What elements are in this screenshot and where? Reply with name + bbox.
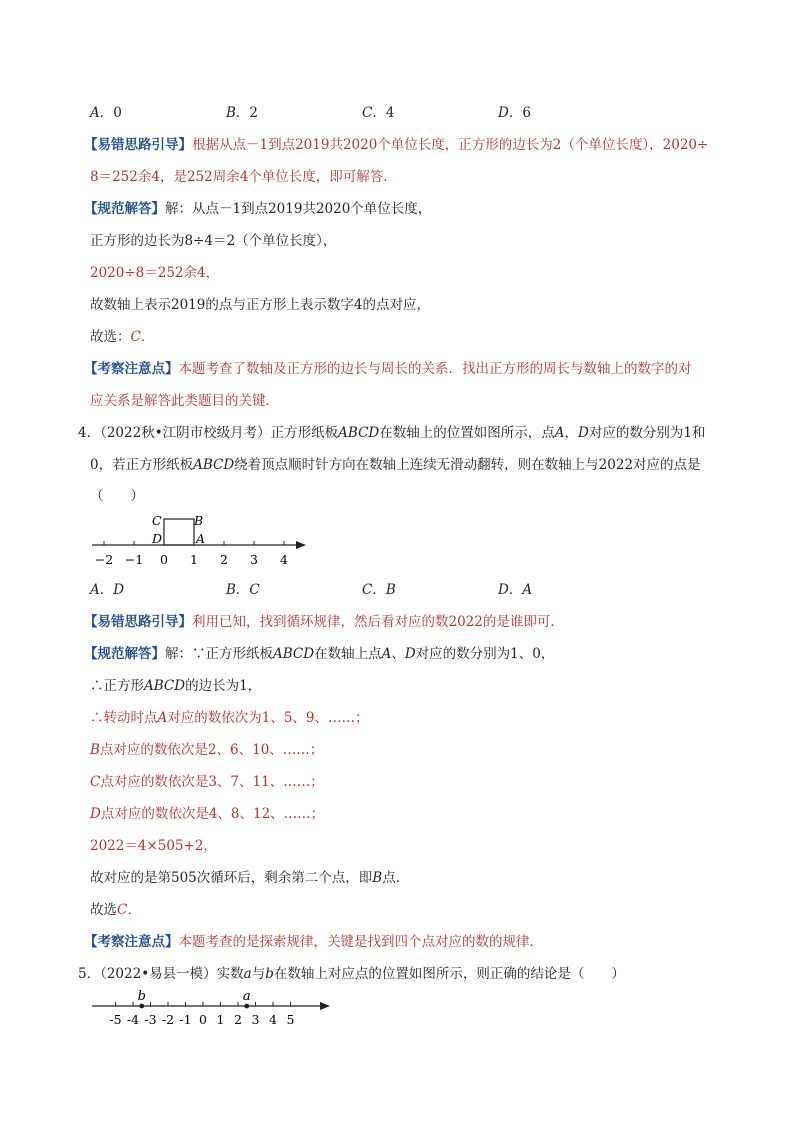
q3-hint [84,135,708,155]
q4-solution-line7: 2022＝4×505+2， [90,838,217,854]
tick-label: -4 [126,1012,140,1027]
answer-prefix: 故选 [90,902,117,918]
q4-hint [84,612,564,632]
tick-label: -1 [179,1012,192,1027]
q4-option-c: C．B [362,582,396,598]
math-letter: C [90,774,101,790]
q4-solution-line4: B点对应的数依次是2、6、10、……； [90,742,324,758]
math-letter: B [385,582,396,598]
math-letter: C [249,582,260,598]
math-letter: C [362,105,373,121]
math-letter: A [90,582,100,598]
q3-answer [90,327,154,347]
tick-label: 0 [199,1012,207,1027]
math-letter: ABCD [144,678,186,694]
q3-solution [84,199,431,219]
math-letter: A [157,710,168,726]
tick-label: 2 [234,1012,242,1027]
q3-option-a: A．0 [90,105,122,121]
math-letter: A [90,105,100,121]
q5-stem-line1: 5．（2022•易县一模）实数a与b在数轴上对应点的位置如图所示，则正确的结论是（ ） [78,966,625,982]
math-letter: C [117,902,128,918]
q4-solution-line5: C点对应的数依次是3、7、11、……； [90,774,324,790]
tick-label: -2 [161,1012,175,1027]
math-letter: D [498,582,509,598]
math-letter: B [90,742,100,758]
q4-solution-line8: 故对应的是第505次循环后，剩余第二个点，即B点． [90,870,410,886]
note-text: 本题考查了数轴及正方形的边长与周长的关系．找出正方形的周长与数轴上的数字的对 [178,361,692,377]
math-letter: A [522,582,533,598]
tick-label: 5 [286,1012,295,1027]
tick-label: −1 [124,552,144,567]
hint-tag: 【易错思路引导】 [84,614,192,630]
q3-solution-line3: 2020÷8＝252余4， [90,265,220,281]
label-c: C [152,513,162,528]
q3-option-c: C．4 [362,105,395,121]
tick-label: 0 [160,552,168,567]
math-letter: B [226,582,236,598]
tick-label: 2 [220,552,228,567]
tick-label: 3 [251,1012,260,1027]
q3-solution-line4: 故数轴上表示2019的点与正方形上表示数字4的点对应， [90,297,430,313]
math-letter: D [90,806,101,822]
tick-label: 3 [250,552,258,567]
q4-solution-line3: ∴转动时点A对应的数依次为1、5、9、……； [90,710,369,726]
label-a: a [242,989,251,1004]
hint-tag: 【易错思路引导】 [84,137,192,153]
answer-letter: C． [117,902,141,918]
math-letter: ABCD [338,425,380,441]
q5-number-line-figure [88,986,338,1030]
q4-answer [90,900,141,920]
math-letter: A [381,646,392,662]
math-letter: D [113,582,125,598]
tick-label: 4 [269,1012,277,1027]
q4-solution-line2: ∴正方形ABCD的边长为1， [90,678,262,694]
tick-label: 4 [280,552,288,567]
label-d: D [152,531,163,546]
math-letter: a [243,966,252,982]
math-letter: A [554,425,565,441]
q4-option-d: D．A [498,582,533,598]
label-b: B [194,513,204,528]
math-letter: D [498,105,509,121]
q3-note [84,359,692,379]
q4-option-a: A．D [90,582,125,598]
q3-option-b: B．2 [226,105,259,121]
axis-arrow [320,1002,330,1010]
q3-note-cont: 应关系是解答此类题目的关键． [90,393,279,409]
math-letter: b [265,966,274,982]
hint-text: 利用已知，找到循环规律，然后看对应的数2022的是谁即可． [192,614,564,630]
note-text: 本题考查的是探索规律，关键是找到四个点对应的数的规律． [178,934,543,950]
label-b: b [137,989,146,1004]
math-letter: ABCD [273,646,315,662]
label-a: A [196,531,206,546]
tick-label: 1 [190,552,198,567]
q4-stem-line1: 4．（2022秋•江阴市校级月考）正方形纸板ABCD在数轴上的位置如图所示，点A，D对应的数分别为1和 [78,425,706,441]
tick-label: -3 [144,1012,157,1027]
math-letter: D [578,425,589,441]
solution-text: 解：∵正方形纸板ABCD在数轴上点A、D对应的数分别为1、0， [165,646,555,662]
square-abcd [164,519,194,545]
q3-solution-line2: 正方形的边长为8÷4＝2（个单位长度）， [90,233,337,249]
q4-solution-line6: D点对应的数依次是4、8、12、……； [90,806,325,822]
q4-stem-line2: 0，若正方形纸板ABCD绕着顶点顺时针方向在数轴上连续无滑动翻转，则在数轴上与2022对应的点是 [90,457,701,473]
math-letter: C [130,329,141,345]
answer-prefix: 故选： [90,329,131,345]
math-letter: B [226,105,236,121]
tick-label: -5 [109,1012,122,1027]
math-letter: C [362,582,373,598]
note-tag: 【考察注意点】 [84,361,179,377]
q3-hint-cont: 8＝252余4，是252周余4个单位长度，即可解答． [90,169,397,185]
note-tag: 【考察注意点】 [84,934,179,950]
answer-letter: C． [130,329,155,345]
solution-tag: 【规范解答】 [84,646,165,662]
math-letter: ABCD [193,457,235,473]
q3-option-d: D．6 [498,105,531,121]
q4-note [84,932,543,952]
math-letter: B [372,870,383,886]
point-b-dot [139,1004,144,1009]
q4-stem-bracket: （ ） [90,488,144,504]
q4-number-line-figure [90,508,320,572]
q4-option-b: B．C [226,582,260,598]
tick-label: 1 [216,1012,225,1027]
solution-text: 解：从点－1到点2019共2020个单位长度， [165,201,432,217]
axis-arrow [296,541,306,549]
hint-text: 根据从点－1到点2019共2020个单位长度，正方形的边长为2（个单位长度），2020÷ [192,137,709,153]
math-letter: D [404,646,416,662]
tick-label: −2 [94,552,114,567]
q4-solution [84,644,554,664]
solution-tag: 【规范解答】 [84,201,165,217]
point-a-dot [244,1004,249,1009]
